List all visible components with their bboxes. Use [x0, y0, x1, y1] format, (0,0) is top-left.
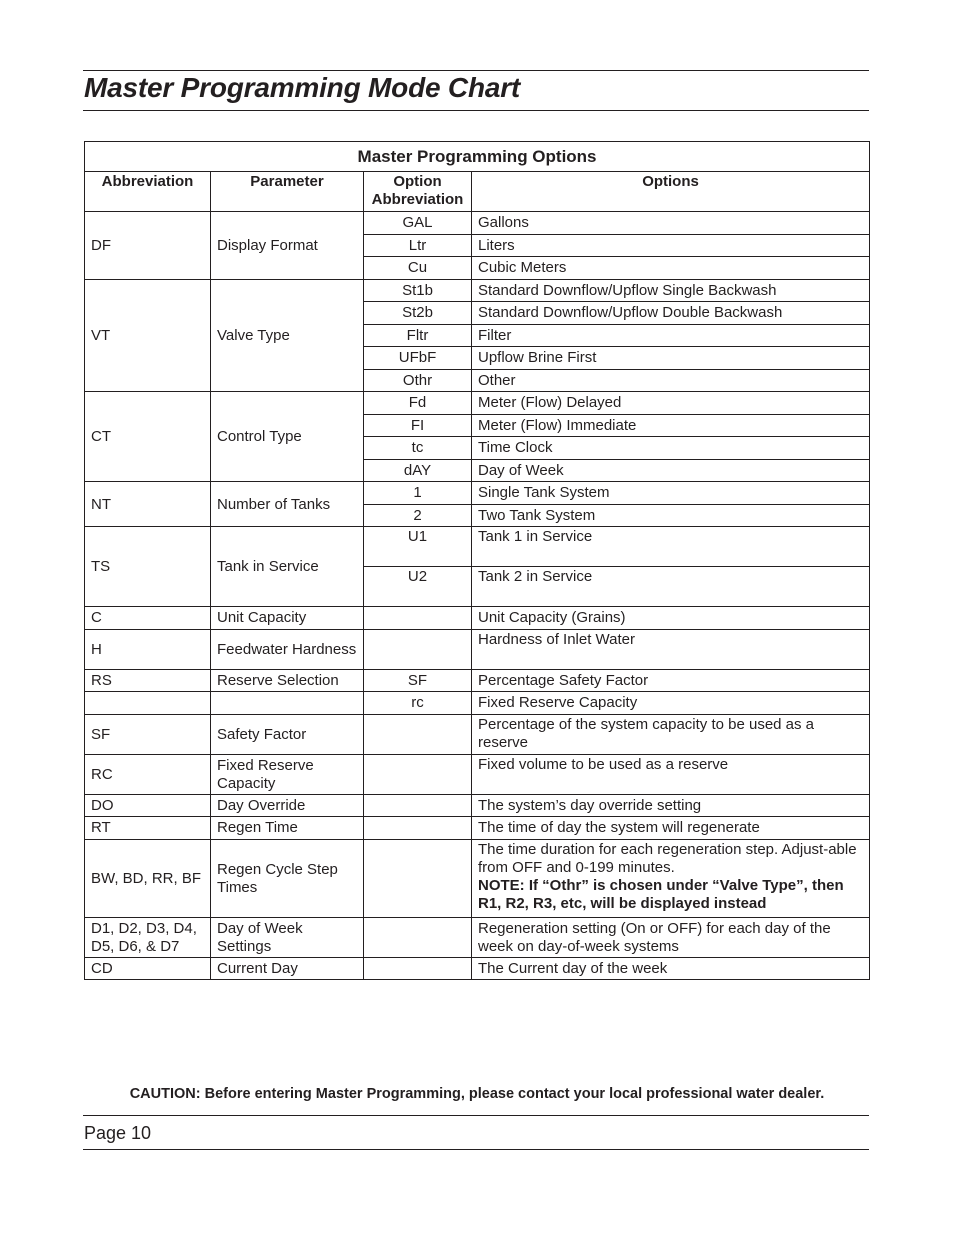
option-desc: Two Tank System — [472, 504, 870, 527]
option-code: Fd — [364, 392, 472, 415]
table-row — [85, 692, 870, 715]
table-row — [85, 917, 870, 957]
option-desc — [472, 839, 870, 917]
option-code: UFbF — [364, 347, 472, 370]
option-code: 1 — [364, 482, 472, 505]
option-desc: The Current day of the week — [472, 957, 870, 980]
option-code — [364, 794, 472, 817]
option-desc: Tank 1 in Service — [472, 527, 870, 567]
option-note: NOTE: If “Othr” is chosen under “Valve Type”, then R1, R2, R3, etc, will be displayed instead — [478, 876, 844, 912]
option-desc: Fixed volume to be used as a reserve — [472, 754, 870, 794]
param-cell: Regen Cycle Step Times — [211, 839, 364, 917]
table-row — [85, 669, 870, 692]
option-desc: Regeneration setting (On or OFF) for each day of the week on day-of-week systems — [472, 917, 870, 957]
table-caption-row — [85, 142, 870, 172]
page-number: Page 10 — [84, 1123, 152, 1143]
option-code: Fltr — [364, 324, 472, 347]
option-desc: Percentage of the system capacity to be used as a reserve — [472, 714, 870, 754]
table-row — [85, 839, 870, 917]
param-cell: Control Type — [211, 392, 364, 482]
option-code — [364, 754, 472, 794]
option-desc: Single Tank System — [472, 482, 870, 505]
abbr-cell: DO — [85, 794, 211, 817]
table-row — [85, 754, 870, 794]
option-desc: Day of Week — [472, 459, 870, 482]
param-cell — [211, 692, 364, 715]
option-desc: Time Clock — [472, 437, 870, 460]
table-row — [85, 279, 870, 302]
title-underline — [83, 110, 869, 111]
param-cell: Regen Time — [211, 817, 364, 840]
table-row — [85, 212, 870, 235]
option-desc: Meter (Flow) Immediate — [472, 414, 870, 437]
param-cell: Safety Factor — [211, 714, 364, 754]
option-code: tc — [364, 437, 472, 460]
abbr-cell: BW, BD, RR, BF — [85, 839, 211, 917]
table-row — [85, 629, 870, 669]
option-code: St2b — [364, 302, 472, 325]
abbr-cell: RT — [85, 817, 211, 840]
master-programming-table — [84, 141, 870, 980]
table-row — [85, 527, 870, 567]
option-desc: Unit Capacity (Grains) — [472, 607, 870, 630]
option-code: GAL — [364, 212, 472, 235]
option-desc: Tank 2 in Service — [472, 567, 870, 607]
option-desc: Other — [472, 369, 870, 392]
option-code — [364, 839, 472, 917]
option-desc: Standard Downflow/Upflow Double Backwash — [472, 302, 870, 325]
option-code — [364, 957, 472, 980]
option-code: rc — [364, 692, 472, 715]
option-desc-text: The time duration for each regeneration step. Adjust-able from OFF and 0-199 minutes. — [478, 840, 857, 876]
abbr-cell — [85, 692, 211, 715]
option-code — [364, 629, 472, 669]
param-cell: Fixed Reserve Capacity — [211, 754, 364, 794]
option-code: 2 — [364, 504, 472, 527]
option-desc: Standard Downflow/Upflow Single Backwash — [472, 279, 870, 302]
abbr-cell: NT — [85, 482, 211, 527]
page-title: Master Programming Mode Chart — [84, 72, 521, 103]
table-row — [85, 817, 870, 840]
option-code: Ltr — [364, 234, 472, 257]
header-options: Options — [472, 172, 870, 212]
option-desc: Cubic Meters — [472, 257, 870, 280]
option-code: FI — [364, 414, 472, 437]
option-desc: Meter (Flow) Delayed — [472, 392, 870, 415]
option-code — [364, 917, 472, 957]
abbr-cell: SF — [85, 714, 211, 754]
option-desc: Percentage Safety Factor — [472, 669, 870, 692]
footer-bottom-rule — [83, 1149, 869, 1150]
option-desc: The system’s day override setting — [472, 794, 870, 817]
option-code — [364, 714, 472, 754]
abbr-cell: RS — [85, 669, 211, 692]
param-cell: Feedwater Hardness — [211, 629, 364, 669]
option-desc: Filter — [472, 324, 870, 347]
table-caption: Master Programming Options — [85, 142, 870, 172]
footer-top-rule — [83, 1115, 869, 1116]
option-desc: Gallons — [472, 212, 870, 235]
option-code: Cu — [364, 257, 472, 280]
param-cell: Day Override — [211, 794, 364, 817]
param-cell: Tank in Service — [211, 527, 364, 607]
option-desc: The time of day the system will regenerate — [472, 817, 870, 840]
abbr-cell: VT — [85, 279, 211, 392]
top-rule — [83, 70, 869, 71]
table-row — [85, 714, 870, 754]
param-cell: Number of Tanks — [211, 482, 364, 527]
table-header-row — [85, 172, 870, 212]
option-code: U2 — [364, 567, 472, 607]
abbr-cell: CD — [85, 957, 211, 980]
param-cell: Display Format — [211, 212, 364, 280]
table-row — [85, 482, 870, 505]
option-desc: Liters — [472, 234, 870, 257]
option-desc: Upflow Brine First — [472, 347, 870, 370]
option-code: U1 — [364, 527, 472, 567]
option-code: dAY — [364, 459, 472, 482]
table-row — [85, 957, 870, 980]
param-cell: Day of Week Settings — [211, 917, 364, 957]
option-desc: Hardness of Inlet Water — [472, 629, 870, 669]
abbr-cell: H — [85, 629, 211, 669]
header-abbreviation: Abbreviation — [85, 172, 211, 212]
header-option-abbreviation: Option Abbreviation — [364, 172, 472, 212]
param-cell: Valve Type — [211, 279, 364, 392]
param-cell: Unit Capacity — [211, 607, 364, 630]
caution-note: CAUTION: Before entering Master Programming, please contact your local professional water dealer. — [129, 1086, 825, 1102]
table-row — [85, 607, 870, 630]
abbr-cell: C — [85, 607, 211, 630]
abbr-cell: RC — [85, 754, 211, 794]
abbr-cell: CT — [85, 392, 211, 482]
header-parameter: Parameter — [211, 172, 364, 212]
abbr-cell: D1, D2, D3, D4, D5, D6, & D7 — [85, 917, 211, 957]
abbr-cell: TS — [85, 527, 211, 607]
option-code: SF — [364, 669, 472, 692]
option-code: St1b — [364, 279, 472, 302]
param-cell: Current Day — [211, 957, 364, 980]
table-row — [85, 794, 870, 817]
option-code — [364, 607, 472, 630]
option-desc: Fixed Reserve Capacity — [472, 692, 870, 715]
option-code — [364, 817, 472, 840]
option-code: Othr — [364, 369, 472, 392]
table-row — [85, 392, 870, 415]
abbr-cell: DF — [85, 212, 211, 280]
param-cell: Reserve Selection — [211, 669, 364, 692]
